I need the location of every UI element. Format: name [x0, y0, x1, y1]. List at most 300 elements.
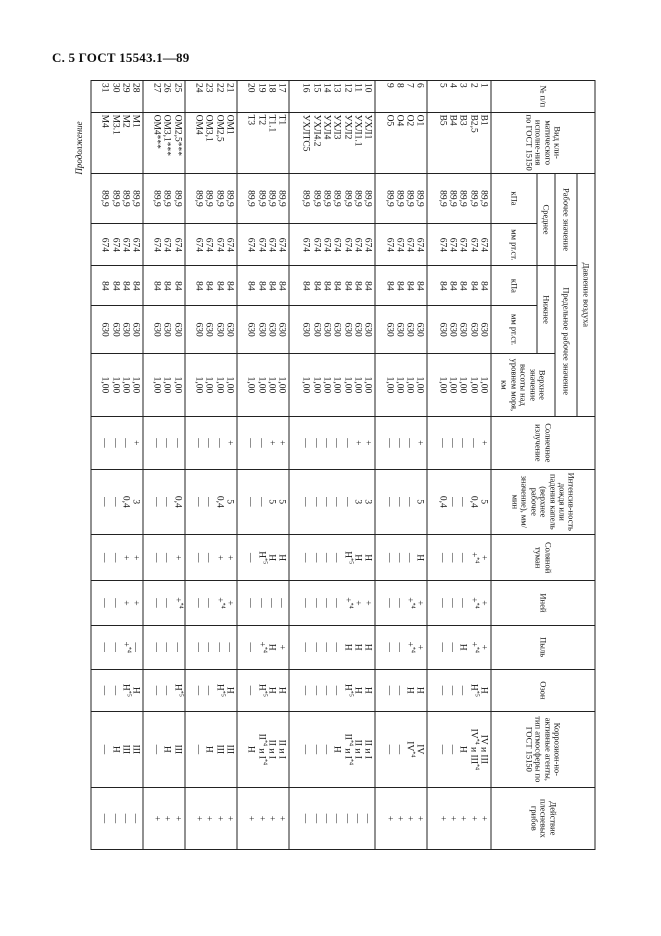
cell-value: — [300, 438, 311, 448]
cell-value: — [203, 497, 214, 507]
cell-value: — [300, 552, 311, 563]
cell-value: 84 [150, 281, 161, 291]
cell-value: + [351, 440, 362, 446]
cell-value: 84 [341, 281, 352, 291]
cell-corrosive [236, 711, 288, 787]
cell-value: II и I [362, 739, 373, 759]
cell-value: 674 [362, 237, 373, 252]
cell-value: — [404, 438, 415, 448]
cell-solar [184, 417, 236, 470]
cell-value: 89,9 [362, 190, 373, 207]
header-lower: Нижнее [537, 266, 555, 353]
cell-value: Н [223, 686, 234, 694]
cell-value: 1,00 [404, 376, 415, 394]
cell-value: 31 [99, 83, 110, 93]
cell-value: Т1.1 [265, 114, 276, 133]
header-num: № п/п [491, 81, 595, 113]
cell-value: — [203, 438, 214, 448]
cell-value: — [245, 497, 256, 507]
cell-salt [289, 534, 375, 580]
cell-value: Н [457, 745, 468, 753]
climate-table [90, 80, 595, 850]
cell-value: + [171, 554, 182, 561]
cell-value: — [192, 598, 203, 608]
cell-value: 1,00 [161, 376, 172, 394]
cell-value: Т1 [276, 114, 287, 126]
cell-value: — [320, 598, 331, 608]
cell-value: 89,9 [300, 190, 311, 207]
cell-value: $Н^{*5}$ [341, 551, 353, 565]
cell-value: 89,9 [457, 190, 468, 207]
cell-value: УХЛ4.2 [310, 114, 321, 147]
cell-height [184, 353, 236, 416]
cell-value: 630 [161, 322, 172, 337]
cell-value: 10 [362, 83, 373, 93]
cell-value: 630 [320, 322, 331, 337]
cell-value: — [436, 685, 447, 696]
cell-code [236, 112, 288, 173]
cell-value: Н [457, 643, 468, 651]
cell-value: О5 [383, 114, 394, 127]
cell-value: 1,00 [320, 376, 331, 394]
cell-value: 84 [109, 281, 120, 291]
header-upper: Верхнее значение высоты над уровнем моря, км [491, 353, 555, 416]
cell-value: Н [265, 686, 276, 694]
cell-value: II$^{*4}$ и $I^{*4}$ [255, 733, 267, 765]
cell-value: 84 [265, 281, 276, 291]
cell-mold [143, 787, 184, 849]
cell-solar [289, 417, 375, 470]
cell-low-kpa [143, 266, 184, 306]
cell-value: 89,9 [171, 190, 182, 207]
cell-value: — [161, 685, 172, 696]
table-body [91, 81, 491, 850]
cell-value: 630 [265, 322, 276, 337]
cell-value: III [120, 744, 131, 755]
cell-value: 23 [203, 83, 214, 93]
cell-value: $Н^{*5}$ [467, 683, 479, 697]
cell-value: — [320, 438, 331, 448]
cell-value: + [478, 600, 488, 606]
cell-value: — [255, 598, 266, 608]
cell-value: +$^{*4}$ [255, 641, 267, 653]
cell-value: + [362, 440, 373, 446]
cell-mold [236, 787, 288, 849]
cell-value: — [404, 552, 415, 563]
cell-value: 674 [457, 237, 468, 252]
cell-value: 89,9 [150, 190, 161, 207]
cell-value: — [203, 552, 214, 563]
cell-value: М3.1 [109, 114, 120, 135]
cell-value: Н [130, 686, 141, 694]
cell-value: — [310, 813, 321, 824]
cell-value: — [276, 598, 287, 608]
cell-value: 89,9 [161, 190, 172, 207]
cell-num [184, 81, 236, 113]
header-limit-working: Предельное рабочее значение [555, 266, 577, 417]
cell-value: Н [478, 686, 488, 694]
cell-value: — [383, 744, 394, 755]
cell-value: Н [331, 745, 342, 753]
cell-salt [236, 534, 288, 580]
cell-value: 14 [320, 83, 331, 93]
cell-value: 1,00 [255, 376, 266, 394]
cell-avg-kpa [143, 173, 184, 224]
cell-value: 84 [310, 281, 321, 291]
cell-value: 630 [414, 322, 425, 337]
cell-value: 674 [192, 237, 203, 252]
cell-value: 29 [120, 83, 131, 93]
cell-height [143, 353, 184, 416]
cell-ozone [91, 669, 143, 711]
cell-value: 630 [351, 322, 362, 337]
cell-value: + [130, 554, 141, 561]
cell-value: 89,9 [351, 190, 362, 207]
continuation-text: Продолжение [74, 121, 84, 175]
table-group-row [236, 81, 288, 850]
cell-value: 1,00 [171, 376, 182, 394]
cell-value: 84 [393, 281, 404, 291]
cell-value: 674 [383, 237, 394, 252]
cell-value: 89,9 [276, 190, 287, 207]
cell-value: 89,9 [467, 190, 478, 207]
cell-value: 1,00 [362, 376, 373, 394]
cell-value: 674 [393, 237, 404, 252]
cell-value: 630 [478, 322, 488, 337]
cell-value: 89,9 [255, 190, 266, 207]
cell-dust [427, 625, 491, 669]
cell-value: +$^{*4}$ [213, 597, 225, 609]
cell-value: Н [362, 643, 373, 651]
cell-value: + [478, 644, 488, 650]
cell-value: 630 [393, 322, 404, 337]
cell-solar [375, 417, 427, 470]
cell-value: — [341, 438, 352, 448]
cell-value: ОМ3,1 [203, 114, 214, 142]
cell-value: +$^{*4}$ [404, 641, 416, 653]
header-solar: Солнечное излучение [491, 417, 595, 470]
cell-value: + [130, 600, 141, 606]
cell-value: — [393, 497, 404, 507]
cell-value: 9 [383, 83, 394, 88]
cell-value: 5 [436, 83, 447, 88]
cell-value: + [414, 600, 425, 606]
cell-value: 84 [447, 281, 458, 291]
cell-value: О2 [404, 114, 415, 127]
cell-value: III [223, 744, 234, 755]
cell-value: 674 [255, 237, 266, 252]
cell-value: + [255, 815, 266, 822]
cell-value: — [341, 813, 352, 824]
cell-avg-mm [236, 224, 288, 266]
cell-value: 89,9 [265, 190, 276, 207]
cell-salt [143, 534, 184, 580]
cell-low-kpa [184, 266, 236, 306]
cell-low-mm [143, 306, 184, 353]
continuation-label [72, 118, 86, 178]
cell-value: — [223, 642, 234, 652]
cell-value: — [99, 685, 110, 696]
cell-value: 1,00 [436, 376, 447, 394]
header-air-pressure: Давление воздуха [577, 173, 595, 416]
cell-value: +$^{*4}$ [467, 551, 479, 564]
cell-value: — [310, 685, 321, 696]
cell-value: 630 [310, 322, 321, 337]
cell-corrosive [427, 711, 491, 787]
cell-value: +$^{*4}$ [341, 597, 353, 609]
cell-code [375, 112, 427, 173]
cell-value: В3 [457, 114, 468, 126]
cell-value: — [436, 438, 447, 448]
cell-value: — [203, 598, 214, 608]
cell-value: — [457, 598, 468, 608]
cell-avg-kpa [375, 173, 427, 224]
cell-low-kpa [289, 266, 375, 306]
cell-value: 1,00 [192, 376, 203, 394]
cell-value: + [276, 440, 287, 446]
cell-value: — [393, 438, 404, 448]
cell-value: 1,00 [478, 376, 488, 394]
cell-mold [427, 787, 491, 849]
cell-value: 15 [310, 83, 321, 93]
cell-value: + [351, 600, 362, 606]
table-rotation-wrapper [90, 80, 595, 850]
cell-avg-kpa [236, 173, 288, 224]
cell-value: 630 [120, 322, 131, 337]
cell-value: — [310, 744, 321, 755]
cell-value: — [457, 438, 468, 448]
cell-value: + [120, 554, 131, 561]
cell-value: — [150, 438, 161, 448]
cell-value: — [320, 685, 331, 696]
cell-value: — [436, 642, 447, 652]
cell-value: — [362, 813, 373, 824]
cell-avg-mm [289, 224, 375, 266]
cell-low-mm [236, 306, 288, 353]
cell-value: — [150, 497, 161, 507]
cell-value: 5 [265, 499, 276, 505]
cell-value: 630 [331, 322, 342, 337]
cell-value: 89,9 [99, 190, 110, 207]
cell-value: 4 [447, 83, 458, 88]
cell-height [236, 353, 288, 416]
cell-value: — [245, 685, 256, 696]
cell-value: — [383, 598, 394, 608]
cell-value: III [213, 744, 224, 755]
cell-value: ОМ3,1*** [161, 114, 172, 157]
cell-value: 0,4 [436, 495, 447, 508]
cell-value: — [331, 813, 342, 824]
cell-value: УХЛ3 [331, 114, 342, 140]
cell-value: — [320, 642, 331, 652]
cell-value: 1,00 [341, 376, 352, 394]
cell-value: 89,9 [393, 190, 404, 207]
cell-value: + [223, 440, 234, 446]
cell-value: + [393, 815, 404, 822]
cell-value: Н [414, 554, 425, 562]
cell-corrosive [143, 711, 184, 787]
cell-value: М4 [99, 114, 110, 128]
cell-value: 89,9 [192, 190, 203, 207]
cell-value: 674 [150, 237, 161, 252]
cell-value: 26 [161, 83, 172, 93]
cell-code [427, 112, 491, 173]
cell-value: 3 [457, 83, 468, 88]
cell-low-mm [375, 306, 427, 353]
cell-value: 1,00 [130, 376, 141, 394]
cell-avg-mm [375, 224, 427, 266]
cell-value: — [150, 744, 161, 755]
cell-value: 22 [213, 83, 224, 93]
cell-value: — [99, 598, 110, 608]
cell-value: + [467, 815, 478, 822]
cell-value: 1,00 [120, 376, 131, 394]
cell-value: 89,9 [436, 190, 447, 207]
cell-value: 630 [192, 322, 203, 337]
cell-salt [91, 534, 143, 580]
cell-value: — [300, 685, 311, 696]
cell-height [91, 353, 143, 416]
cell-value: 28 [130, 83, 141, 93]
cell-solar [143, 417, 184, 470]
cell-value: $Н^{*5}$ [171, 683, 183, 697]
cell-value: 84 [351, 281, 362, 291]
cell-height [375, 353, 427, 416]
cell-value: 630 [255, 322, 266, 337]
cell-value: 674 [300, 237, 311, 252]
cell-value: II и I [276, 739, 287, 759]
cell-value: 674 [213, 237, 224, 252]
cell-rain [143, 469, 184, 534]
cell-value: 630 [457, 322, 468, 337]
cell-mold [184, 787, 236, 849]
cell-value: — [150, 642, 161, 652]
cell-value: — [99, 552, 110, 563]
cell-value: + [478, 440, 488, 446]
cell-value: — [331, 497, 342, 507]
cell-value: 18 [265, 83, 276, 93]
cell-value: 84 [171, 281, 182, 291]
cell-value: — [300, 744, 311, 755]
cell-value: 84 [478, 281, 488, 291]
cell-value: — [192, 744, 203, 755]
cell-value: 12 [341, 83, 352, 93]
cell-value: 84 [276, 281, 287, 291]
cell-value: Т3 [245, 114, 256, 126]
cell-value: 5 [223, 499, 234, 505]
cell-code [289, 112, 375, 173]
cell-value: — [109, 598, 120, 608]
cell-value: 1 [478, 83, 488, 88]
cell-value: 84 [457, 281, 468, 291]
cell-num [427, 81, 491, 113]
cell-value: — [99, 744, 110, 755]
cell-avg-mm [184, 224, 236, 266]
cell-value: 674 [130, 237, 141, 252]
cell-ozone [375, 669, 427, 711]
cell-value: — [310, 438, 321, 448]
cell-value: — [245, 438, 256, 448]
cell-low-mm [289, 306, 375, 353]
cell-value: 630 [436, 322, 447, 337]
cell-value: 30 [109, 83, 120, 93]
cell-value: — [447, 497, 458, 507]
cell-avg-mm [91, 224, 143, 266]
cell-value: О1 [414, 114, 425, 127]
cell-value: 89,9 [383, 190, 394, 207]
cell-value: 21 [223, 83, 234, 93]
cell-value: 84 [255, 281, 266, 291]
cell-value: 84 [383, 281, 394, 291]
cell-value: — [383, 438, 394, 448]
cell-value: — [109, 497, 120, 507]
cell-value: — [467, 438, 478, 448]
cell-value: — [393, 598, 404, 608]
cell-value: — [310, 497, 321, 507]
cell-value: — [192, 438, 203, 448]
cell-value: — [150, 598, 161, 608]
cell-value: + [457, 815, 468, 822]
cell-value: — [265, 598, 276, 608]
cell-value: 19 [255, 83, 266, 93]
cell-value: 6 [414, 83, 425, 88]
cell-value: 630 [383, 322, 394, 337]
cell-value: Н [404, 686, 415, 694]
header-average: Среднее [537, 173, 555, 266]
cell-avg-kpa [427, 173, 491, 224]
cell-low-mm [91, 306, 143, 353]
cell-value: — [331, 438, 342, 448]
cell-value: 630 [467, 322, 478, 337]
cell-value: — [150, 685, 161, 696]
cell-value: — [310, 598, 321, 608]
cell-value: 84 [436, 281, 447, 291]
cell-value: 0,4 [213, 495, 224, 508]
cell-value: — [161, 552, 172, 563]
cell-value: — [393, 642, 404, 652]
cell-solar [427, 417, 491, 470]
cell-value: 84 [362, 281, 373, 291]
cell-value: 84 [300, 281, 311, 291]
cell-value: — [171, 642, 182, 652]
table-group-row [289, 81, 375, 850]
cell-value: 1,00 [467, 376, 478, 394]
cell-rain [375, 469, 427, 534]
cell-value: III [171, 744, 182, 755]
cell-frost [236, 581, 288, 625]
cell-value: 674 [320, 237, 331, 252]
cell-value: + [223, 554, 234, 561]
cell-value: 630 [341, 322, 352, 337]
cell-value: + [161, 815, 172, 822]
header-dust: Пыль [491, 625, 595, 669]
cell-value: 89,9 [320, 190, 331, 207]
cell-value: 674 [109, 237, 120, 252]
cell-value: 674 [478, 237, 488, 252]
cell-value: — [393, 744, 404, 755]
cell-value: 1,00 [447, 376, 458, 394]
header-mold: Действие плесневых грибов [491, 787, 595, 849]
cell-value: — [255, 438, 266, 448]
cell-value: ОМ2,5 [213, 114, 224, 142]
cell-value: + [362, 600, 373, 606]
cell-value: — [192, 552, 203, 563]
cell-num [143, 81, 184, 113]
cell-value: 674 [467, 237, 478, 252]
cell-value: — [161, 438, 172, 448]
cell-value: — [99, 642, 110, 652]
cell-value: 17 [276, 83, 287, 93]
